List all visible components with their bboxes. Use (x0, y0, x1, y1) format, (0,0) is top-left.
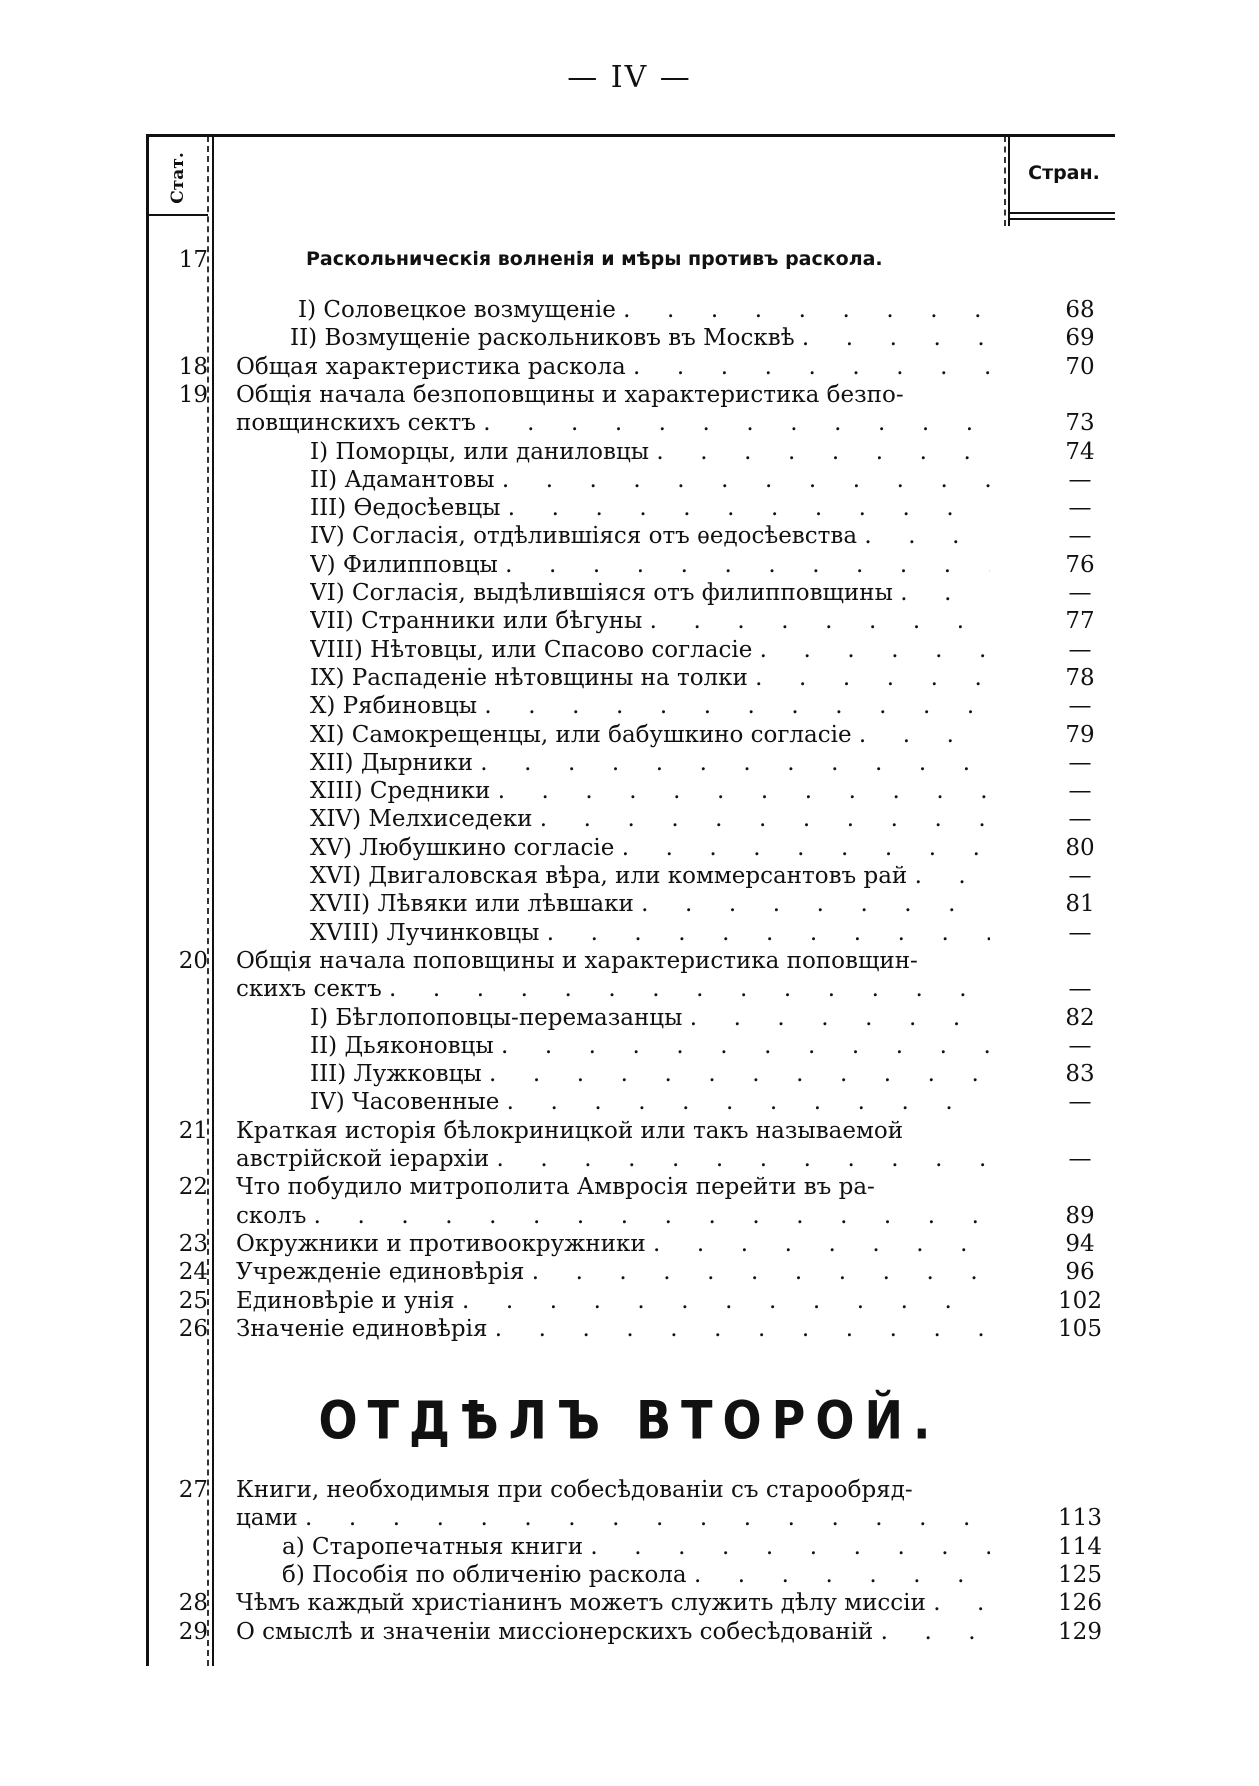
page-ref: 81 (1065, 891, 1095, 918)
page-ref: 77 (1065, 608, 1095, 635)
entry-title: V) Филипповцы . (310, 551, 990, 580)
page-ref: — (1068, 1089, 1092, 1116)
entry-title: XI) Самокрещенцы, или бабушкино согласіе . (310, 721, 990, 750)
page-ref: — (1068, 636, 1092, 663)
toc-row (0, 1060, 1259, 1089)
article-number: 28 (178, 1590, 208, 1617)
entry-title: VI) Согласія, выдѣлившіяся отъ филипповщины . (310, 579, 990, 608)
toc-row (0, 975, 1259, 1004)
toc-row (0, 494, 1259, 523)
entry-title: О смыслѣ и значеніи миссіонерскихъ собесѣдованій . (236, 1618, 990, 1647)
section-number: 17 (178, 247, 208, 273)
entry-title: XIV) Мелхиседеки . (310, 805, 990, 834)
toc-row (0, 438, 1259, 467)
entry-title: Краткая исторія бѣлокриницкой или такъ называемой (236, 1117, 904, 1144)
header-rule-right (1008, 212, 1115, 214)
toc-row (0, 749, 1259, 778)
entry-title: Чѣмъ каждый христіанинъ можетъ служить дѣлу миссіи . (236, 1589, 990, 1618)
article-number: 29 (178, 1618, 208, 1645)
toc-row (0, 551, 1259, 580)
toc-row (0, 1589, 1259, 1618)
toc-row (0, 805, 1259, 834)
page-ref: 113 (1058, 1505, 1102, 1532)
page-ref: 82 (1065, 1004, 1095, 1031)
toc-row (0, 1258, 1259, 1287)
page-ref: 125 (1058, 1561, 1102, 1588)
toc-row (0, 1287, 1259, 1316)
entry-title: I) Поморцы, или даниловцы . (310, 438, 990, 467)
toc-row (0, 296, 1259, 325)
entry-title: цами . (236, 1504, 990, 1533)
entry-title: IV) Часовенные . (310, 1088, 990, 1117)
entry-title: IX) Распаденіе нѣтовщины на толки . (310, 664, 990, 693)
page-ref: — (1068, 778, 1092, 805)
entry-title: Общія начала поповщины и характеристика поповщин- (236, 947, 918, 974)
entry-title: повщинскихъ сектъ . (236, 409, 990, 438)
toc-row (0, 834, 1259, 863)
page-ref: 79 (1065, 721, 1095, 748)
toc-row (0, 1088, 1259, 1117)
page-ref: — (1068, 693, 1092, 720)
toc-row (0, 1145, 1259, 1174)
toc-row (0, 409, 1259, 438)
toc-row (0, 466, 1259, 495)
article-number: 19 (178, 381, 208, 408)
entry-title: Значеніе единовѣрія . (236, 1315, 990, 1344)
toc-row (0, 1202, 1259, 1231)
article-number: 20 (178, 947, 208, 974)
entry-title: I) Бѣглопоповцы-перемазанцы . (310, 1004, 990, 1033)
entry-title: X) Рябиновцы . (310, 692, 990, 721)
article-number: 22 (178, 1174, 208, 1201)
toc-row (0, 862, 1259, 891)
page-ref: 69 (1065, 325, 1095, 352)
page-ref: — (1068, 580, 1092, 606)
page-ref: — (1068, 1032, 1092, 1059)
article-number: 24 (178, 1259, 208, 1286)
entry-title: Учрежденіе единовѣрія . (236, 1258, 990, 1287)
page-ref: — (1068, 806, 1092, 833)
page-ref: 78 (1065, 664, 1095, 691)
toc-row (0, 607, 1259, 636)
page-column-divider (1004, 136, 1006, 226)
toc-row (0, 721, 1259, 750)
page-number: — IV — (567, 60, 692, 95)
header-page: Стран. (1028, 162, 1100, 184)
toc-row (0, 1004, 1259, 1033)
header-rule-left (148, 214, 208, 216)
toc-row (0, 324, 1259, 353)
page-ref: 76 (1065, 551, 1095, 578)
page-ref: 83 (1065, 1061, 1095, 1088)
toc-row (0, 579, 1259, 608)
entry-title: XVI) Двигаловская вѣра, или коммерсантовъ рай . (310, 862, 990, 891)
page-ref: 96 (1065, 1259, 1095, 1286)
entry-title: I) Соловецкое возмущеніе . (298, 296, 990, 325)
toc-row (0, 1173, 1259, 1202)
page-ref: — (1068, 495, 1092, 522)
page-ref: 80 (1065, 834, 1095, 861)
entry-title: Единовѣріе и унія . (236, 1287, 990, 1316)
entry-title: II) Дьяконовцы . (310, 1032, 990, 1061)
article-number: 27 (178, 1477, 208, 1503)
entry-title: а) Старопечатныя книги . (282, 1533, 990, 1562)
toc-row (0, 522, 1259, 551)
entry-title: б) Пособія по обличенію раскола . (282, 1561, 990, 1590)
entry-title: XVII) Лѣвяки или лѣвшаки . (310, 890, 990, 919)
header-rule-right-2 (1008, 218, 1115, 220)
toc-row (0, 1230, 1259, 1259)
toc-row (0, 1561, 1259, 1590)
toc-row (0, 353, 1259, 382)
toc-row (0, 919, 1259, 948)
article-number: 18 (178, 353, 208, 380)
entry-title: Общія начала безпоповщины и характеристика безпо- (236, 381, 904, 408)
entry-title: II) Возмущеніе раскольниковъ въ Москвѣ . (290, 324, 990, 353)
department-title: ОТДѢЛЪ ВТОРОЙ. (318, 1388, 941, 1452)
toc-row (0, 1315, 1259, 1344)
entry-title: VII) Странники или бѣгуны . (310, 607, 990, 636)
page-ref: 105 (1058, 1315, 1102, 1342)
toc-row (0, 1476, 1259, 1505)
article-number: 25 (178, 1287, 208, 1314)
page-ref: — (1068, 523, 1092, 550)
toc-row (0, 636, 1259, 665)
entry-title: XV) Любушкино согласіе . (310, 834, 990, 863)
entry-title: II) Адамантовы . (310, 466, 990, 495)
page-ref: 74 (1065, 438, 1095, 465)
entry-title: III) Ѳедосѣевцы . (310, 494, 990, 523)
article-number: 23 (178, 1230, 208, 1257)
header-article: Стат. (168, 152, 188, 204)
section-heading: Раскольническія волненія и мѣры противъ раскола. (306, 248, 883, 270)
toc-row (0, 1032, 1259, 1061)
page-ref: 129 (1058, 1618, 1102, 1645)
article-number: 21 (178, 1117, 208, 1144)
entry-title: Общая характеристика раскола . (236, 353, 990, 382)
entry-title: IV) Согласія, отдѣлившіяся отъ ѳедосѣевства . (310, 522, 990, 551)
entry-title: австрійской іерархіи . (236, 1145, 990, 1174)
entry-title: III) Лужковцы . (310, 1060, 990, 1089)
page-ref: — (1068, 466, 1092, 493)
page-ref: 73 (1065, 410, 1095, 437)
entry-title: XIII) Средники . (310, 777, 990, 806)
page-ref: — (1068, 1146, 1092, 1172)
toc-row (0, 1618, 1259, 1647)
page-ref: 68 (1065, 297, 1095, 323)
entry-title: XII) Дырники . (310, 749, 990, 778)
toc-row (0, 947, 1259, 976)
page-ref: 126 (1058, 1590, 1102, 1617)
page-ref: — (1068, 863, 1092, 889)
page-ref: — (1068, 749, 1092, 776)
page-ref: — (1068, 919, 1092, 946)
entry-title: скихъ сектъ . (236, 975, 990, 1004)
toc-row (0, 1117, 1259, 1146)
entry-title: Что побудило митрополита Амвросія перейти въ ра- (236, 1174, 875, 1201)
toc-row (0, 692, 1259, 721)
entry-title: Окружники и противоокружники . (236, 1230, 990, 1259)
toc-row (0, 1504, 1259, 1533)
frame-top-border (146, 134, 1115, 137)
page-ref: 102 (1058, 1287, 1102, 1314)
entry-title: VIII) Нѣтовцы, или Спасово согласіе . (310, 636, 990, 665)
page-ref: — (1068, 976, 1092, 1003)
page-ref: 94 (1065, 1230, 1095, 1257)
entry-title: сколъ . (236, 1202, 990, 1231)
page-ref: 70 (1065, 353, 1095, 380)
entry-title: XVIII) Лучинковцы . (310, 919, 990, 948)
toc-row (0, 664, 1259, 693)
article-number: 26 (178, 1315, 208, 1342)
toc-row (0, 890, 1259, 919)
toc-row (0, 1533, 1259, 1562)
page-ref: 89 (1065, 1202, 1095, 1229)
entry-title: Книги, необходимыя при собесѣдованіи съ старообряд- (236, 1477, 913, 1503)
page-ref: 114 (1058, 1533, 1102, 1560)
toc-row (0, 777, 1259, 806)
toc-row (0, 381, 1259, 410)
